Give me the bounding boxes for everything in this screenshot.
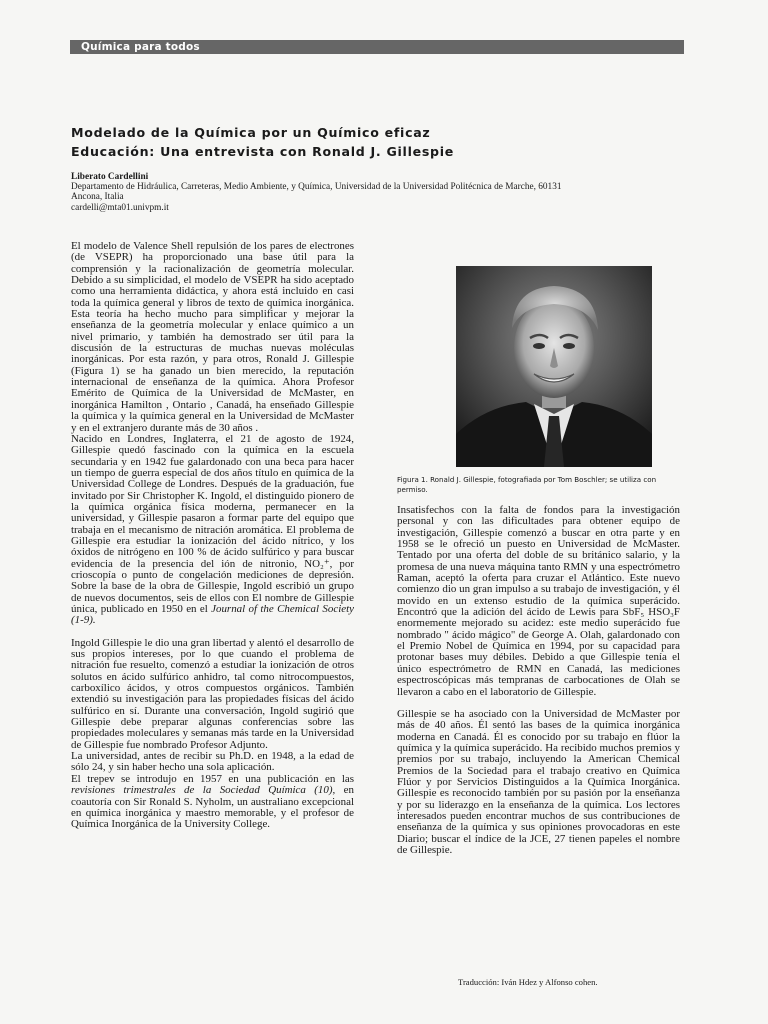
author-email[interactable]: cardelli@mta01.univpm.it: [71, 202, 169, 213]
author-affiliation: Departamento de Hidráulica, Carreteras, Medio Ambiente, y Química, Universidad de la Universidad Politécnica de Marche, 60131: [71, 182, 562, 193]
article-title: [71, 123, 691, 161]
author-name: Liberato Cardellini: [71, 172, 149, 182]
ingold-paragraph: Ingold Gillespie le dio una gran libertad y alentó el desarrollo de sus propios intereses, por lo que cuando el problema de nitración fue resuelto, comenzó a estudiar la ionización de otros solutos en ácido sulfúrico anhidro, tal como nitrocompuestos, carboxílico ácidos, y otros compuestos orgánicos. También extendió su investigación para las propiedades físicas del ácido sulfúrico en sí. Durante una conversación, Ingold sugirió que Gillespie debe preparar algunas conferencias sobre las propiedades moleculares y semanas más tarde en la Universidad de Gillespie fue nombrado Profesor Adjunto.: [71, 636, 354, 751]
vsepr-paragraph: [71, 774, 354, 831]
author-city: Ancona, Italia: [71, 192, 124, 203]
intro-paragraph: El modelo de Valence Shell repulsión de los pares de electrones (de VSEPR) ha proporcionado una base útil para la comprensión y la racionalización de geometría molecular. Debido a su simplicidad, el modelo de VSEPR ha sido aceptado como una herramienta didáctica, y ahora está incluido en casi toda la química general y libros de texto de química inorgánica. Esta teoría ha hecho mucho para simplificar y mejorar la enseñanza de la geometría molecular y enlace químico a un nivel primario, y también ha demostrado ser útil para la discusión de la estructuras de muchas nuevas moléculas inorgánicas. Por esta razón, y para otros, Ronald J. Gillespie (Figura 1) se ha ganado un bien merecido, la reputación internacional de enseñanza de la química. Ahora Profesor Emérito de Química de la Universidad de McMaster, en inorgánica Hamilton , Ontario , Canadá, ha enseñado Gillespie la química y la química general en la Universidad de McMaster y en el extranjero durante más de 30 años .: [71, 240, 354, 434]
running-header: Química para todos: [70, 40, 684, 54]
vsepr-text-a: El trepev se introdujo en 1957 en una publicación en las: [71, 772, 354, 785]
figure-caption: Figura 1. Ronald J. Gillespie, fotografiada por Tom Boschler; se utiliza con permiso.: [397, 475, 657, 494]
portrait-photo: [456, 266, 652, 467]
biography-paragraph: [71, 434, 354, 627]
left-column: [71, 241, 354, 831]
journal-reference: Journal of the Chemical Society (1-9).: [71, 603, 354, 627]
biography-text: Nacido en Londres, Inglaterra, el 21 de agosto de 1924, Gillespie quedó fascinado con la química en la escuela secundaria y en 1942 fue galardonado con una beca para hacer un tiempo de guerra especial de dos años título en química de la Universidad College de Londres. Después de la graduación, fue invitado por Sir Christopher K. Ingold, el distinguido pionero de la química orgánica física moderna, permanecer en la universidad, y Gillespie pasaron a formar parte del equipo que trabaja en el mecanismo de nitración aromática. El problema de Gillespie era estudiar la ionización del ácido nítrico, y los óxidos de nitrógeno en 100 % de ácido sulfúrico y para buscar evidencia de la presencia del ión de nitronio, NO₂⁺, por crioscopía o punto de congelación mediciones de depresión. Sobre la base de la obra de Gillespie, Ingold escribió un grupo de nuevos documentos, seis de ellos con El nombre de Gillespie única, publicado en 1950 en el: [71, 432, 354, 615]
journal-reference-2: revisiones trimestrales de la Sociedad Química (10),: [71, 784, 336, 797]
title-line-2: Educación: Una entrevista con Ronald J. Gillespie: [71, 144, 454, 159]
title-line-1: Modelado de la Química por un Químico eficaz: [71, 125, 431, 140]
mcmaster-paragraph: Insatisfechos con la falta de fondos para la investigación personal y con las dificultades para obtener equipo de investigación, Gillespie comenzó a buscar en otra parte y en 1958 se le ofreció un puesto en Universidad de McMaster. Tentado por una oferta del doble de su británico salario, y la promesa de una nueva máquina tanto RMN y una espectrómetro Raman, aceptó la oferta para cruzar el Atlántico. Este nuevo comienzo dio un gran impulso a su trabajo de investigación, y él movido en un extenso estudio de la química superácido. Encontró que la adición del ácido de Lewis para SbF₅ HSO₃F enormemente mejorado su acidez: este medio superácido fue nombrado " ácido mágico" de George A. Olah, galardonado con el Premio Nobel de Química en 1994, por su capacidad para protonar bases muy débiles. Debido a que Gillespie tenía el único espectrómetro de RMN en Canadá, las mediciones espectroscópicas más tempranas de carbocationes de Olah se llevaron a cabo en el laboratorio de Gillespie.: [397, 504, 680, 698]
career-paragraph: Gillespie se ha asociado con la Universidad de McMaster por más de 40 años. Él sentó las bases de la química inorgánica moderna en Canadá. Él es conocido por su trabajo en flúor la química y la química superácido. Ha recibido muchos premios y premios por su trabajo, incluyendo la American Chemical Premios de la Sociedad para el trabajo creativo en Química Flúor y por Servicios Distinguidos a la Química Inorgánica. Gillespie es reconocido también por su pasión por la enseñanza y por su liderazgo en la enseñanza de la química. Los lectores interesados pueden encontrar muchos de sus contribuciones de enseñanza de la química y sus opiniones provocadoras en este Diario; buscar el índice de la JCE, 27 tienen papeles el nombre de Gillespie.: [397, 707, 680, 856]
university-paragraph: La universidad, antes de recibir su Ph.D. en 1948, a la edad de sólo 24, y sin haber hecho una sola aplicación.: [71, 750, 354, 774]
right-column: [397, 505, 680, 856]
vsepr-text-b: en coautoría con Sir Ronald S. Nyholm, un australiano excepcional en química inorgánica y maestro memorable, y el profesor de Química Inorgánica de la University College.: [71, 784, 354, 831]
author-block: [71, 172, 691, 213]
translation-credit: Traducción: Iván Hdez y Alfonso cohen.: [458, 977, 598, 987]
